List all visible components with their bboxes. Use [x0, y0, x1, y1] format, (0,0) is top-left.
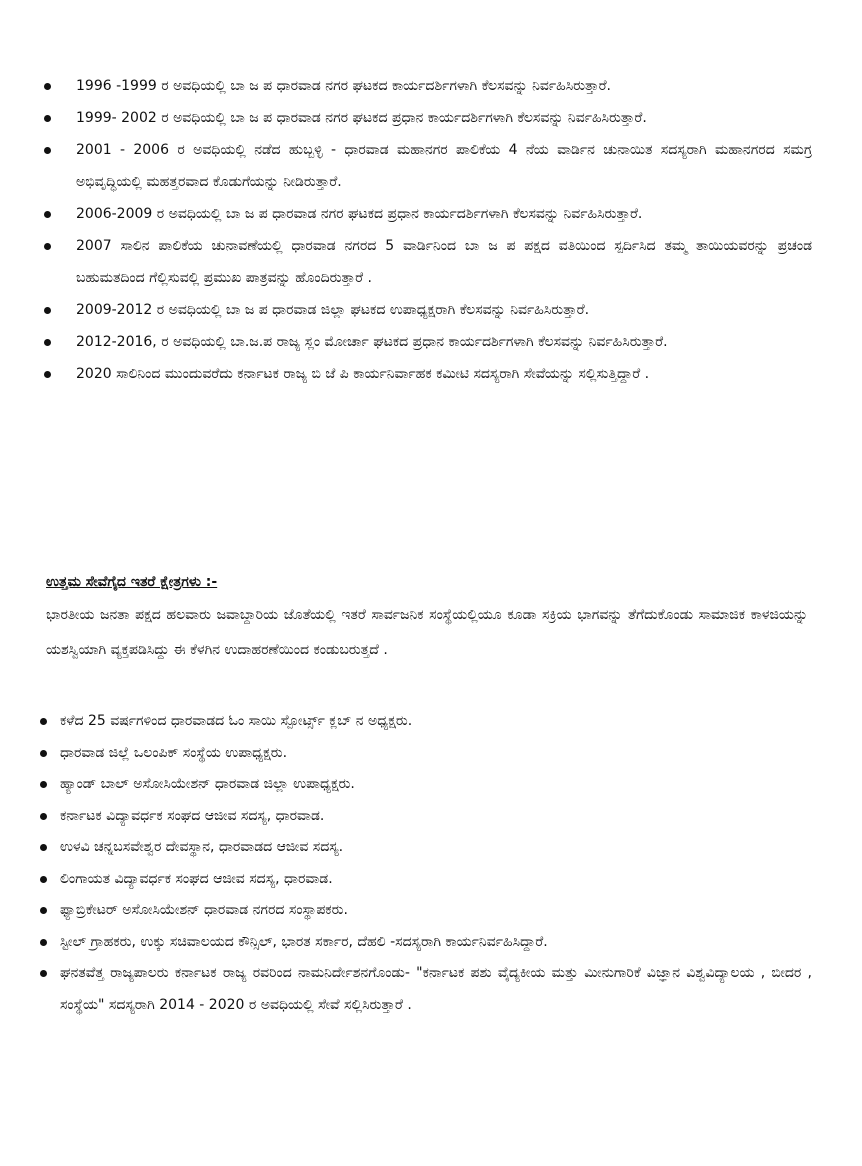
bullet-icon: [40, 813, 47, 820]
list-item: [36, 706, 812, 738]
list-item-text: 2020 ಸಾಲಿನಿಂದ ಮುಂದುವರೆದು ಕರ್ನಾಟಕ ರಾಜ್ಯ ಬಿ ಜೆ ಪಿ ಕಾರ್ಯನಿರ್ವಾಹಕ ಕಮೀಟಿ ಸದಸ್ಯರಾಗಿ ಸೇವೆಯನ್ನು ಸಲ್ಲಿಸುತ್ತಿದ್ದಾರೆ .: [76, 366, 650, 382]
section-paragraph: ಭಾರತೀಯ ಜನತಾ ಪಕ್ಷದ ಹಲವಾರು ಜವಾಬ್ದಾರಿಯ ಜೊತೆಯಲ್ಲಿ ಇತರೆ ಸಾರ್ವಜನಿಕ ಸಂಸ್ಥೆಯಲ್ಲಿಯೂ ಕೂಡಾ ಸಕ್ರಿಯ ಭಾಗವನ್ನು ತೆಗೆದುಕೊಂಡು ಸಾಮಾಜಿಕ ಕಾಳಜಿಯನ್ನು ಯಶಸ್ವಿಯಾಗಿ ವ್ಯಕ್ತಪಡಿಸಿದ್ದು ಈ ಕೆಳಗಿನ ಉದಾಹರಣೆಯಿಂದ ಕಂಡುಬರುತ್ತದೆ .: [46, 607, 808, 658]
list-item-text: ಉಳವಿ ಚನ್ನಬಸವೇಶ್ವರ ದೇವಸ್ಥಾನ, ಧಾರವಾಡದ ಆಜೀವ ಸದಸ್ಯ.: [60, 839, 344, 855]
list-item-text: ಕಳೆದ 25 ವರ್ಷಗಳಿಂದ ಧಾರವಾಡದ ಓಂ ಸಾಯಿ ಸ್ಪೋರ್ಟ್ಸ್ ಕ್ಲಬ್ ನ ಅಧ್ಯಕ್ಷರು.: [60, 713, 413, 729]
list-item: [36, 198, 812, 230]
list-item: [36, 70, 812, 102]
list-item-text: 2001 - 2006 ರ ಅವಧಿಯಲ್ಲಿ ನಡೆದ ಹುಬ್ಬಳ್ಳಿ - ಧಾರವಾಡ ಮಹಾನಗರ ಪಾಲಿಕೆಯ 4 ನೆಯ ವಾರ್ಡಿನ ಚುನಾಯಿತ ಸದಸ್ಯರಾಗಿ ಮಹಾನಗರದ ಸಮಗ್ರ ಅಭಿವೃದ್ಧಿಯಲ್ಲಿ ಮಹತ್ತರವಾದ ಕೊಡುಗೆಯನ್ನು ನೀಡಿರುತ್ತಾರೆ.: [76, 142, 812, 190]
bullet-icon: [40, 970, 47, 977]
list-item-text: ಘನತವೆತ್ತ ರಾಜ್ಯಪಾಲರು ಕರ್ನಾಟಕ ರಾಜ್ಯ ರವರಿಂದ ನಾಮನಿರ್ದೇಶನಗೊಂಡು- "ಕರ್ನಾಟಕ ಪಶು ವೈದ್ಯಕೀಯ ಮತ್ತು ಮೀನುಗಾರಿಕೆ ವಿಜ್ಞಾನ ವಿಶ್ವವಿದ್ಯಾಲಯ , ಬೀದರ , ಸಂಸ್ಥೆಯ" ಸದಸ್ಯರಾಗಿ 2014 - 2020 ರ ಅವಧಿಯಲ್ಲಿ ಸೇವೆ ಸಲ್ಲಿಸಿರುತ್ತಾರೆ .: [60, 965, 812, 1013]
list-item: [36, 358, 812, 390]
bullet-icon: [44, 211, 51, 218]
other-services-list: [36, 706, 812, 1021]
list-item-text: ಫ್ಯಾಬ್ರಿಕೇಟರ್ ಅಸೋಸಿಯೇಶನ್ ಧಾರವಾಡ ನಗರದ ಸಂಸ್ಥಾಪಕರು.: [60, 902, 348, 918]
list-item-text: 2007 ಸಾಲಿನ ಪಾಲಿಕೆಯ ಚುನಾವಣೆಯಲ್ಲಿ ಧಾರವಾಡ ನಗರದ 5 ವಾರ್ಡಿನಿಂದ ಬಾ ಜ ಪ ಪಕ್ಷದ ವತಿಯಿಂದ ಸ್ಪರ್ದಿಸಿದ ತಮ್ಮ ತಾಯಿಯವರನ್ನು ಪ್ರಚಂಡ ಬಹುಮತದಿಂದ ಗೆಲ್ಲಿಸುವಲ್ಲಿ ಪ್ರಮುಖ ಪಾತ್ರವನ್ನು ಹೊಂದಿರುತ್ತಾರೆ .: [76, 238, 812, 286]
list-item-text: 2012-2016, ರ ಅವಧಿಯಲ್ಲಿ ಬಾ.ಜ.ಪ ರಾಜ್ಯ ಸ್ಲಂ ಮೋರ್ಚಾ ಘಟಕದ ಪ್ರಧಾನ ಕಾರ್ಯದರ್ಶಿಗಳಾಗಿ ಕೆಲಸವನ್ನು ನಿರ್ವಹಿಸಿರುತ್ತಾರೆ.: [76, 334, 668, 350]
bullet-icon: [40, 844, 47, 851]
bullet-icon: [44, 147, 51, 154]
list-item: [36, 294, 812, 326]
list-item: [36, 134, 812, 198]
list-item: [36, 832, 812, 864]
bullet-icon: [44, 307, 51, 314]
bullet-icon: [44, 243, 51, 250]
section-heading: ಉತ್ತಮ ಸೇವೆಗೈದ ಇತರೆ ಕ್ಷೇತ್ರಗಳು :-: [46, 574, 218, 590]
list-item: [36, 769, 812, 801]
list-item-text: 2006-2009 ರ ಅವಧಿಯಲ್ಲಿ ಬಾ ಜ ಪ ಧಾರವಾಡ ನಗರ ಘಟಕದ ಪ್ರಧಾನ ಕಾರ್ಯದರ್ಶಿಗಳಾಗಿ ಕೆಲಸವನ್ನು ನಿರ್ವಹಿಸಿರುತ್ತಾರೆ.: [76, 206, 643, 222]
list-item-text: 2009-2012 ರ ಅವಧಿಯಲ್ಲಿ ಬಾ ಜ ಪ ಧಾರವಾಡ ಜಿಲ್ಲಾ ಘಟಕದ ಉಪಾಧ್ಯಕ್ಷರಾಗಿ ಕೆಲಸವನ್ನು ನಿರ್ವಹಿಸಿರುತ್ತಾರೆ.: [76, 302, 590, 318]
list-item: [36, 801, 812, 833]
list-item: [36, 230, 812, 294]
bullet-icon: [40, 781, 47, 788]
list-item: [36, 958, 812, 1021]
list-item: [36, 326, 812, 358]
list-item-text: ಧಾರವಾಡ ಜಿಲ್ಲೆ ಒಲಂಪಿಕ್ ಸಂಸ್ಥೆಯ ಉಪಾಧ್ಯಕ್ಷರು.: [60, 744, 288, 761]
list-item-text: ಕರ್ನಾಟಕ ವಿದ್ಯಾವರ್ಧಕ ಸಂಘದ ಆಜೀವ ಸದಸ್ಯ, ಧಾರವಾಡ.: [60, 807, 325, 824]
bullet-icon: [44, 371, 51, 378]
bullet-icon: [40, 750, 47, 757]
list-item-text: ಹ್ಯಾಂಡ್ ಬಾಲ್ ಅಸೋಸಿಯೇಶನ್ ಧಾರವಾಡ ಜಿಲ್ಲಾ ಉಪಾಧ್ಯಕ್ಷರು.: [60, 776, 355, 792]
bullet-icon: [40, 907, 47, 914]
bullet-icon: [40, 939, 47, 946]
career-list: [36, 70, 812, 390]
list-item-text: 1996 -1999 ರ ಅವಧಿಯಲ್ಲಿ ಬಾ ಜ ಪ ಧಾರವಾಡ ನಗರ ಘಟಕದ ಕಾರ್ಯದರ್ಶಿಗಳಾಗಿ ಕೆಲಸವನ್ನು ನಿರ್ವಹಿಸಿರುತ್ತಾರೆ.: [76, 78, 612, 94]
bullet-icon: [44, 339, 51, 346]
list-item: [36, 102, 812, 134]
bullet-icon: [44, 83, 51, 90]
list-item-text: ಸ್ಟೀಲ್ ಗ್ರಾಹಕರು, ಉಕ್ಕು ಸಚಿವಾಲಯದ ಕೌನ್ಸಿಲ್, ಭಾರತ ಸರ್ಕಾರ, ದೆಹಲಿ -ಸದಸ್ಯರಾಗಿ ಕಾರ್ಯನಿರ್ವಹಿಸಿದ್ದಾರೆ.: [60, 933, 548, 950]
bullet-icon: [44, 115, 51, 122]
list-item: [36, 864, 812, 896]
bullet-icon: [40, 876, 47, 883]
list-item: [36, 927, 812, 959]
list-item-text: ಲಿಂಗಾಯತ ವಿದ್ಯಾವರ್ಧಕ ಸಂಘದ ಆಜೀವ ಸದಸ್ಯ, ಧಾರವಾಡ.: [60, 870, 333, 887]
list-item: [36, 895, 812, 927]
list-item: [36, 738, 812, 770]
list-item-text: 1999- 2002 ರ ಅವಧಿಯಲ್ಲಿ ಬಾ ಜ ಪ ಧಾರವಾಡ ನಗರ ಘಟಕದ ಪ್ರಧಾನ ಕಾರ್ಯದರ್ಶಿಗಳಾಗಿ ಕೆಲಸವನ್ನು ನಿರ್ವಹಿಸಿರುತ್ತಾರೆ.: [76, 110, 647, 126]
bullet-icon: [40, 718, 47, 725]
